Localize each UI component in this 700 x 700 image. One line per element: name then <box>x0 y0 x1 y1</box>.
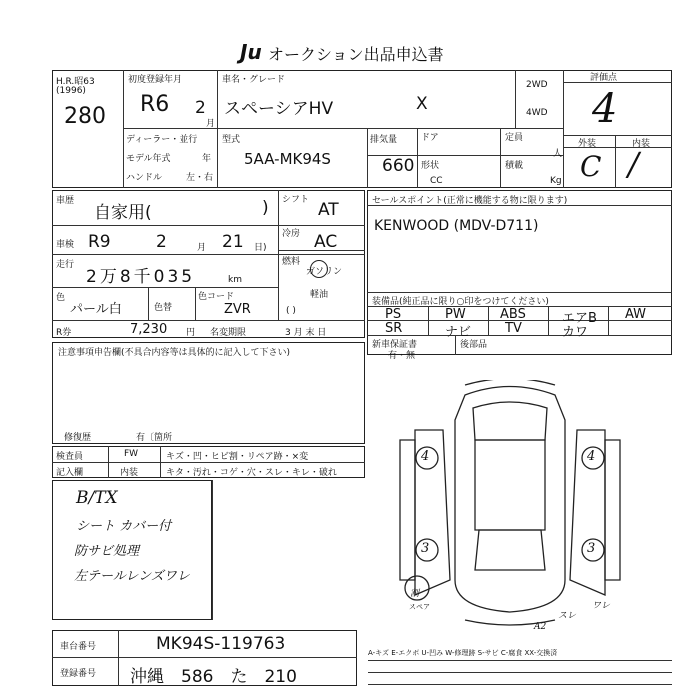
checker-note-label: 記入欄 <box>56 468 84 478</box>
inspection-day: 21 <box>222 232 244 252</box>
drive-2wd: 2WD <box>526 80 548 90</box>
fuel-gas: ガソリン <box>306 267 343 277</box>
handle-label: ハンドル <box>126 173 163 183</box>
tire-mark-rear-right: 3 <box>587 541 596 556</box>
diagram-note-crack: ワレ <box>592 601 611 611</box>
ac-value: AC <box>314 232 338 252</box>
checker-interior: 内装 <box>120 468 139 478</box>
tire-mark-front-right: 4 <box>587 449 596 464</box>
loading-label: 積載 <box>505 161 524 171</box>
sales-point-label: セールスポイント(正常に機能する物に限ります) <box>372 196 568 206</box>
handwritten-line-0: B/TX <box>76 488 118 508</box>
color-code: ZVR <box>224 302 251 317</box>
mileage-value: 2万8千035 <box>86 267 196 287</box>
inspection-day-unit: 日) <box>254 243 267 253</box>
deadline-label: 名変期限 <box>210 328 247 338</box>
recycle-label: R券 <box>56 328 72 338</box>
era-year: (1996) <box>56 86 86 96</box>
usage-value: 自家用( <box>94 203 152 223</box>
color-label: 色 <box>56 293 66 303</box>
month-unit: 月 <box>206 119 216 129</box>
chassis-number: MK94S-119763 <box>156 634 286 654</box>
inspection-year: R9 <box>88 232 111 252</box>
cc-unit: CC <box>430 176 443 186</box>
equip-row2-1: ナビ <box>445 325 472 340</box>
equip-row1-2: ABS <box>500 307 526 322</box>
new-car-label: 新車保証書 <box>372 340 418 350</box>
capacity-label: 定員 <box>505 133 524 143</box>
handle-value: 左・右 <box>186 173 214 183</box>
car-name: スペーシアHV <box>224 99 334 119</box>
door-label: ドア <box>421 133 439 143</box>
equip-row1-1: PW <box>445 307 466 322</box>
fuel-label: 燃料 <box>282 257 301 267</box>
plate-label: 登録番号 <box>60 669 97 679</box>
inspection-month: 2 <box>156 232 167 252</box>
deadline-value: 3 月 末 日 <box>285 328 327 338</box>
tire-mark-rear-left: 3 <box>421 541 430 556</box>
era-label: H.R.昭63 <box>56 77 95 87</box>
exterior-grade: C <box>580 150 602 183</box>
new-car-value: 有・無 <box>388 351 416 361</box>
equip-row1-0: PS <box>385 307 402 322</box>
lot-number: 280 <box>64 104 106 129</box>
displacement-label: 排気量 <box>370 135 398 145</box>
equip-row1-4: AW <box>625 307 647 322</box>
reg-year: R6 <box>140 92 170 117</box>
inspection-label: 車検 <box>56 240 75 250</box>
chassis-label: 車台番号 <box>60 642 97 652</box>
recycle-yen: 円 <box>186 328 196 338</box>
color-change-label: 色替 <box>154 303 173 313</box>
equip-row2-2: TV <box>505 321 522 336</box>
kg-unit: Kg <box>550 176 562 186</box>
diagram-note-spare: スペア <box>409 603 430 611</box>
car-damage-diagram <box>395 380 625 635</box>
score-label: 評価点 <box>590 73 618 83</box>
model-code: 5AA-MK94S <box>244 150 331 168</box>
fuel-circle <box>310 260 328 278</box>
score-value: 4 <box>592 86 618 132</box>
new-car-badge: 後部品 <box>460 340 488 350</box>
recycle-value: 7,230 <box>130 322 168 337</box>
checker-fw-options: キズ・凹・ヒビ割・リペア跡・×変 <box>166 452 309 462</box>
usage-close: ) <box>262 198 269 218</box>
drive-4wd: 4WD <box>526 108 548 118</box>
color-value: パール白 <box>70 302 122 317</box>
header-logo: Ju <box>240 40 262 64</box>
model-year-label: モデル年式 <box>126 154 171 164</box>
shift-value: AT <box>318 200 339 220</box>
inspection-month-unit: 月 <box>197 243 207 253</box>
equip-row2-0: SR <box>385 321 403 336</box>
diagram-note-a2: A2 <box>534 622 547 632</box>
damage-legend: A-キズ E-エクボ U-凹み W-修理跡 S-サビ C-腐食 XX-交換済 <box>368 649 558 657</box>
repair-value: 有〔箇所 <box>136 433 173 443</box>
mileage-unit: km <box>228 275 242 285</box>
fuel-diesel: 軽油 <box>310 290 329 300</box>
equip-row1-3: エアB <box>562 311 597 326</box>
reg-month: 2 <box>195 98 206 118</box>
usage-label: 車歴 <box>56 196 75 206</box>
fuel-paren: ( ) <box>286 306 296 316</box>
dealer-label: ディーラー・並行 <box>126 135 198 145</box>
handwritten-line-3: 左テールレンズワレ <box>74 569 190 584</box>
equipment-label: 装備品(純正品に限り○印をつけてください) <box>372 297 549 307</box>
tire-mark-front-left: 4 <box>421 449 430 464</box>
first-reg-label: 初度登録年月 <box>128 75 183 85</box>
repair-label: 修復歴 <box>64 433 92 443</box>
checker-label: 検査員 <box>56 452 84 462</box>
handwritten-line-2: 防サビ処理 <box>74 544 140 559</box>
grade: X <box>416 94 428 114</box>
shape-label: 形状 <box>421 161 440 171</box>
equip-row2-3: カワ <box>562 325 589 340</box>
person-unit: 人 <box>553 149 563 159</box>
exterior-label: 外装 <box>578 139 597 149</box>
diagram-note-scratch: スレ <box>558 611 577 621</box>
color-code-label: 色コード <box>198 292 235 302</box>
interior-label: 内装 <box>632 139 651 149</box>
shift-label: シフト <box>282 195 310 205</box>
checker-int-options: キタ・汚れ・コゲ・穴・スレ・キレ・破れ <box>166 468 337 478</box>
displacement: 660 <box>382 156 415 176</box>
mileage-label: 走行 <box>56 260 75 270</box>
ac-label: 冷房 <box>282 229 301 239</box>
notes-label: 注意事項申告欄(不具合内容等は具体的に記入して下さい) <box>58 348 291 358</box>
plate-number: 沖縄 586 た 210 <box>130 667 297 687</box>
checker-fw: FW <box>124 449 139 459</box>
diagram-note-wari: 割 <box>410 589 420 599</box>
handwritten-line-1: シート カバー付 <box>76 519 172 534</box>
header-title: オークション出品申込書 <box>268 45 444 64</box>
type-label: 型式 <box>222 135 241 145</box>
interior-grade: / <box>628 145 639 183</box>
model-year-unit: 年 <box>202 154 212 164</box>
sales-point-text: KENWOOD (MDV-D711) <box>374 218 539 234</box>
car-name-label: 車名・グレード <box>222 75 286 85</box>
